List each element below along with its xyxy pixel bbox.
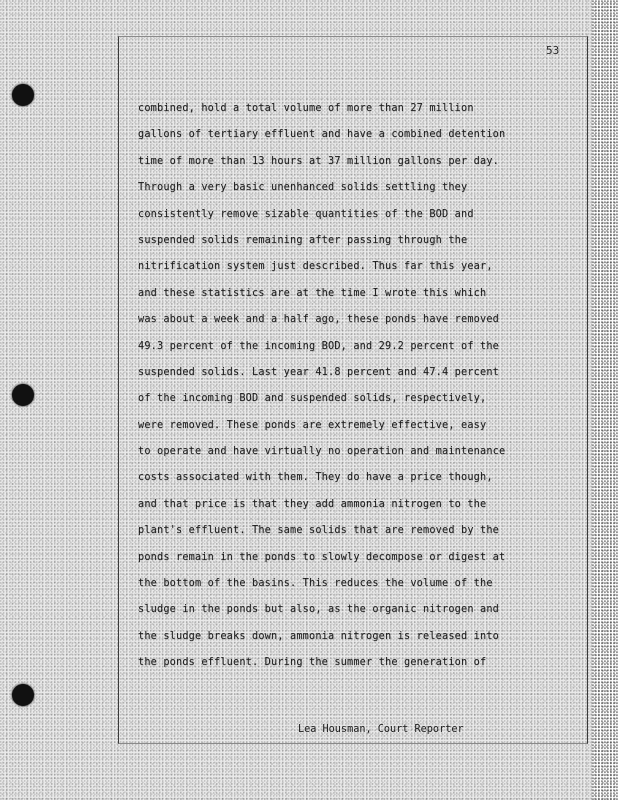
transcript-line: costs associated with them. They do have a price though, [138, 472, 493, 484]
transcript-line: consistently remove sizable quantities of the BOD and [138, 208, 474, 220]
binder-hole [12, 384, 34, 406]
transcript-body [138, 96, 578, 677]
scan-edge [592, 0, 618, 800]
transcript-line: suspended solids remaining after passing through the [138, 234, 468, 246]
transcript-line: the sludge breaks down, ammonia nitrogen is released into [138, 630, 500, 642]
transcript-line: suspended solids. Last year 41.8 percent and 47.4 percent [138, 366, 500, 378]
binder-hole [12, 84, 34, 106]
transcript-line: were removed. These ponds are extremely effective, easy [138, 419, 487, 431]
transcript-line: the bottom of the basins. This reduces the volume of the [138, 578, 493, 590]
transcript-line: time of more than 13 hours at 37 million gallons per day. [138, 155, 500, 167]
transcript-line: of the incoming BOD and suspended solids, respectively, [138, 393, 487, 405]
transcript-line: gallons of tertiary effluent and have a combined detention [138, 129, 506, 141]
transcript-line: the ponds effluent. During the summer the generation of [138, 657, 487, 669]
transcript-line: plant's effluent. The same solids that are removed by the [138, 525, 500, 537]
transcript-line: 49.3 percent of the incoming BOD, and 29.2 percent of the [138, 340, 500, 352]
transcript-line: and that price is that they add ammonia nitrogen to the [138, 498, 487, 510]
court-reporter-footer: Lea Housman, Court Reporter [298, 724, 464, 735]
transcript-line: combined, hold a total volume of more than 27 million [138, 103, 474, 114]
transcript-line: Through a very basic unenhanced solids settling they [138, 182, 468, 194]
transcript-line: ponds remain in the ponds to slowly decompose or digest at [138, 551, 506, 563]
transcript-line: was about a week and a half ago, these ponds have removed [138, 314, 500, 326]
page-number: 53 [546, 44, 560, 57]
transcript-line: to operate and have virtually no operation and maintenance [138, 446, 506, 458]
binder-hole [12, 684, 34, 706]
transcript-line: and these statistics are at the time I wrote this which [138, 287, 487, 299]
transcript-line: nitrification system just described. Thus far this year, [138, 261, 493, 273]
transcript-line: sludge in the ponds but also, as the organic nitrogen and [138, 604, 500, 616]
